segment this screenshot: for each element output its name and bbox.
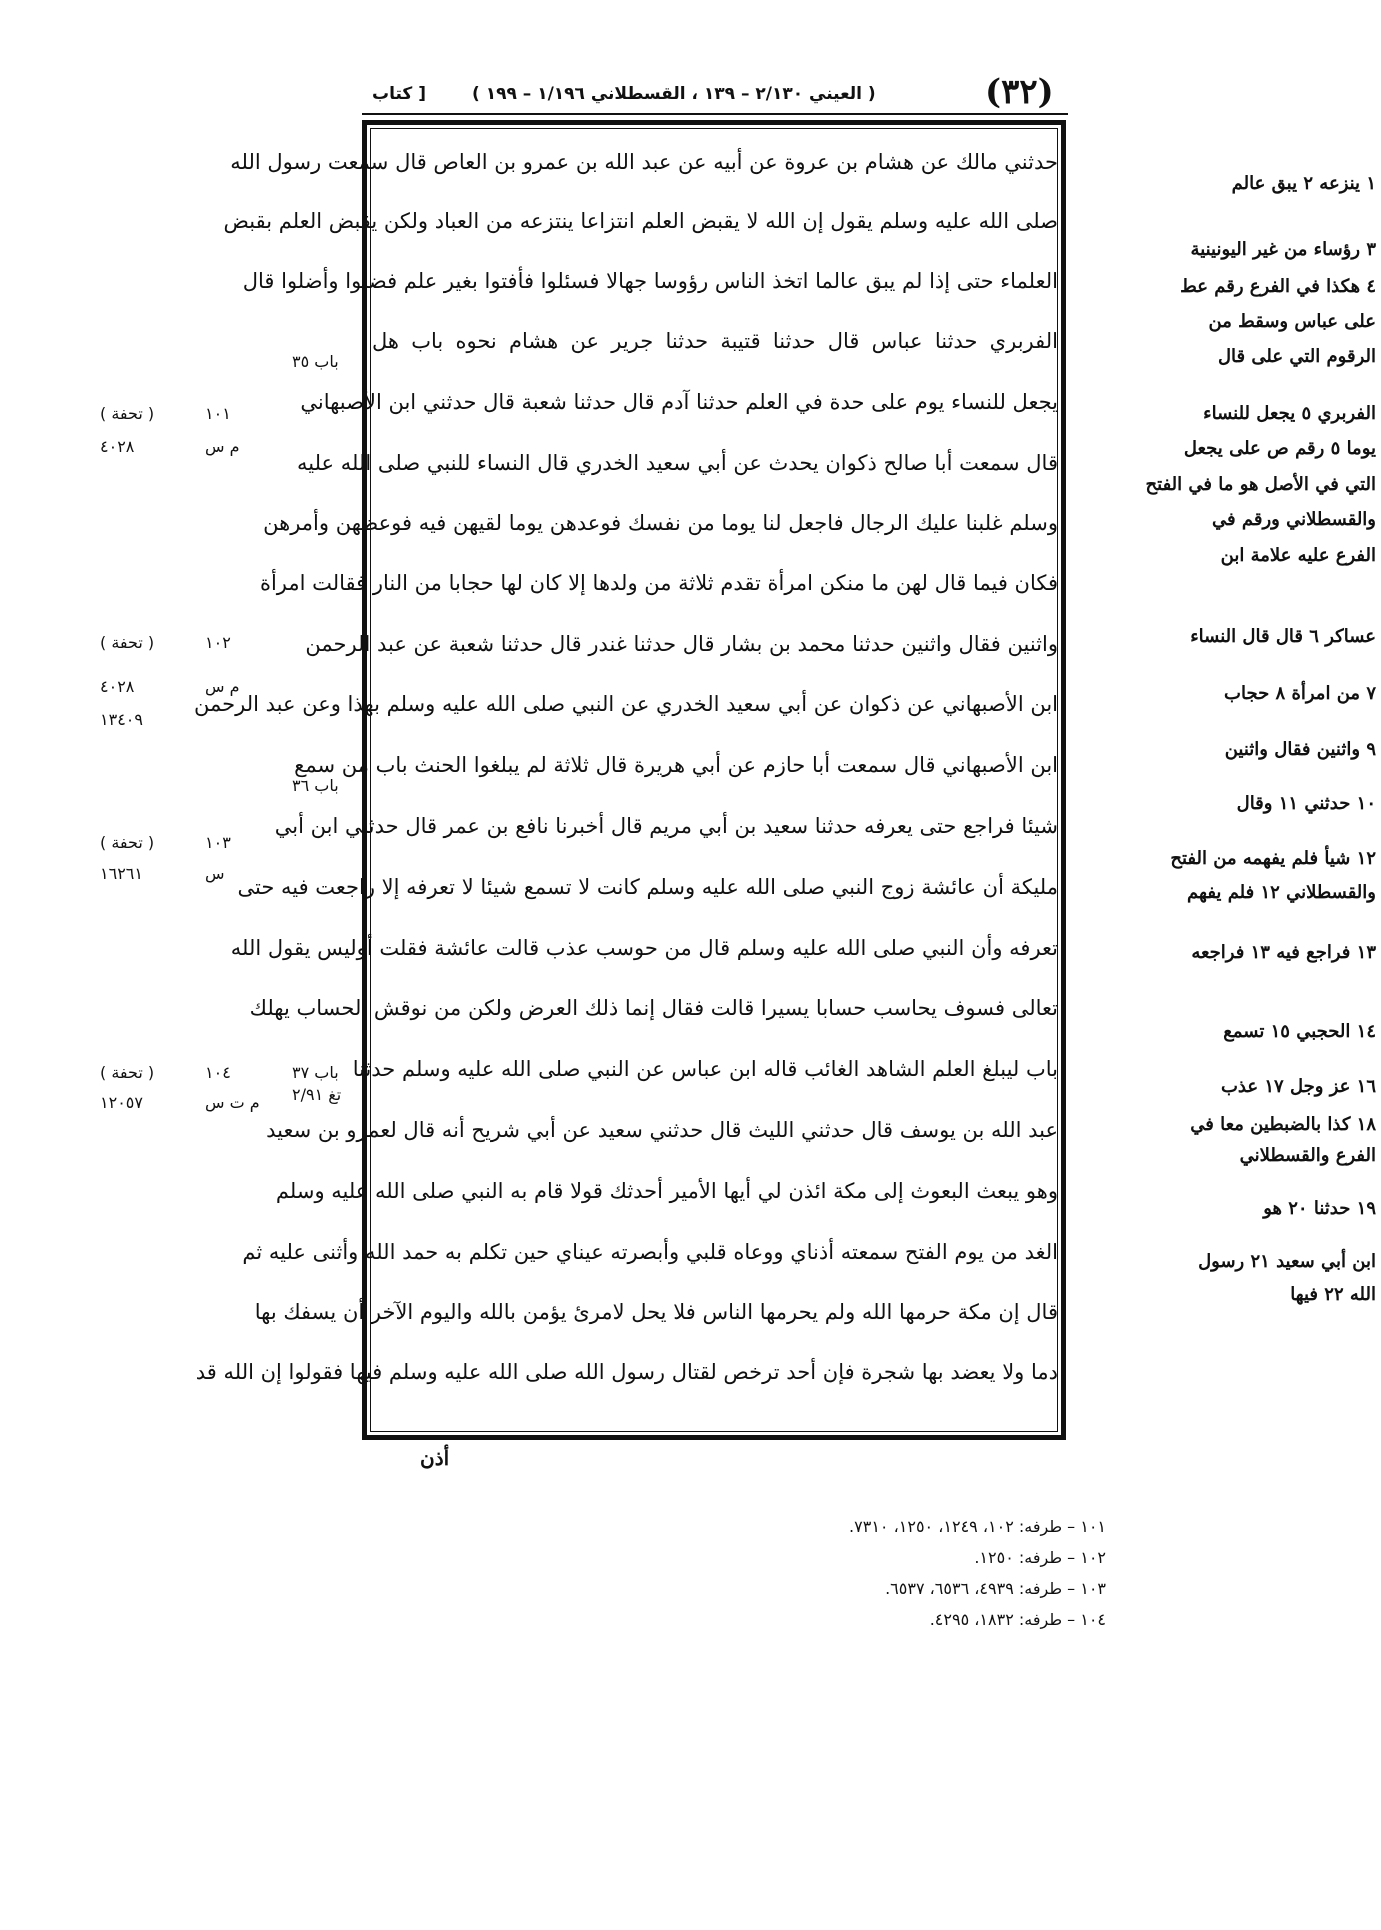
variant-note: الرقوم التي على قال <box>1217 346 1376 367</box>
main-text-line: مليكة أن عائشة زوج النبي صلى الله عليه وسلم كانت لا تسمع شيئا لا تعرفه إلا راجعت فيه حتى <box>237 875 1058 899</box>
variant-note: ١٢ شيأ فلم يفهمه من الفتح <box>1170 848 1376 869</box>
page-number: (٣٢) <box>985 72 1054 112</box>
main-text-line: قال إن مكة حرمها الله ولم يحرمها الناس فلا يحل لامرئ يؤمن بالله واليوم الآخر أن يسفك بها <box>254 1300 1058 1324</box>
main-text-line: الفربري حدثنا عباس قال حدثنا قتيبة حدثنا جرير عن هشام نحوه باب هل <box>372 329 1058 353</box>
variant-note: الله ٢٢ فيها <box>1290 1284 1376 1305</box>
variant-note: ٧ من امرأة ٨ حجاب <box>1224 683 1376 704</box>
tuhfa-label: ( تحفة ) <box>100 1063 155 1082</box>
tuhfa-code: ١٦٢٦١ <box>100 864 143 883</box>
hadith-number: ١٠٤ <box>205 1063 231 1082</box>
variant-note: ١٠ حدثني ١١ وقال <box>1236 793 1376 814</box>
main-text-line: فكان فيما قال لهن ما منكن امرأة تقدم ثلاثة من ولدها إلا كان لها حجابا من النار فقالت امرأة <box>259 571 1058 595</box>
main-text-line: باب ليبلغ العلم الشاهد الغائب قاله ابن عباس عن النبي صلى الله عليه وسلم حدثنا <box>352 1057 1058 1081</box>
tuhfa-label: ( تحفة ) <box>100 633 155 652</box>
variant-note: ٣ رؤساء من غير اليونينية <box>1190 239 1376 260</box>
source-sigla: م ت س <box>205 1093 260 1112</box>
tuhfa-code: ٤٠٢٨ <box>100 437 135 456</box>
main-text-line: شيئا فراجع حتى يعرفه حدثنا سعيد بن أبي مريم قال أخبرنا نافع بن عمر قال حدثني ابن أبي <box>274 814 1058 838</box>
main-text-line: يجعل للنساء يوم على حدة في العلم حدثنا آدم قال حدثنا شعبة قال حدثني ابن الأصبهاني <box>300 390 1058 414</box>
variant-note: ١٦ عز وجل ١٧ عذب <box>1220 1076 1376 1097</box>
variant-note: الفرع والقسطلاني <box>1239 1145 1376 1166</box>
main-text-line: صلى الله عليه وسلم يقول إن الله لا يقبض العلم انتزاعا ينتزعه من العباد ولكن يقبض العلم بقبض <box>223 209 1058 233</box>
variant-note: ١٩ حدثنا ٢٠ هو <box>1263 1198 1376 1219</box>
chapter-label: كتاب ] <box>372 84 426 104</box>
catchword: أذن <box>420 1446 450 1470</box>
variant-note: ١٣ فراجع فيه ١٣ فراجعه <box>1191 942 1376 963</box>
hadith-number: ١٠٢ <box>205 633 231 652</box>
variant-note: ابن أبي سعيد ٢١ رسول <box>1198 1251 1376 1272</box>
main-text-line: تعالى فسوف يحاسب حسابا يسيرا قالت فقال إنما ذلك العرض ولكن من نوقش الحساب يهلك <box>249 996 1058 1020</box>
main-text-line: ابن الأصبهاني قال سمعت أبا حازم عن أبي هريرة قال ثلاثة لم يبلغوا الحنث باب من سمع <box>294 753 1058 777</box>
variant-note: عساكر ٦ قال قال النساء <box>1190 626 1376 647</box>
variant-note: الفربري ٥ يجعل للنساء <box>1203 403 1376 424</box>
tuhfa-label: ( تحفة ) <box>100 833 155 852</box>
variant-note: ١٤ الحجبي ١٥ تسمع <box>1223 1021 1376 1042</box>
main-text-line: وهو يبعث البعوث إلى مكة ائذن لي أيها الأمير أحدثك قولا قام به النبي صلى الله عليه وسلم <box>275 1179 1058 1203</box>
header-rule <box>362 113 1068 115</box>
source-sigla: م س <box>205 677 240 696</box>
variant-note: ١٨ كذا بالضبطين معا في <box>1190 1114 1376 1135</box>
source-sigla: س <box>205 864 225 883</box>
source-sigla: م س <box>205 437 240 456</box>
bab-reference: باب ٣٦ <box>292 776 339 795</box>
variant-note: والقسطلاني ١٢ فلم يفهم <box>1187 882 1376 903</box>
variant-note: على عباس وسقط من <box>1208 311 1376 332</box>
main-text-line: دما ولا يعضد بها شجرة فإن أحد ترخص لقتال رسول الله صلى الله عليه وسلم فيها فقولوا إن الله قد <box>195 1360 1058 1384</box>
hadith-number: ١٠١ <box>205 404 231 423</box>
variant-note: التي في الأصل هو ما في الفتح <box>1145 474 1376 495</box>
main-text-line: قال سمعت أبا صالح ذكوان يحدث عن أبي سعيد الخدري قال النساء للنبي صلى الله عليه <box>296 451 1058 475</box>
footnote: ١٠٢ – طرفه: ١٢٥٠. <box>974 1548 1106 1567</box>
hadith-number: ١٠٣ <box>205 833 231 852</box>
variant-note: الفرع عليه علامة ابن <box>1220 545 1376 566</box>
tuhfa-code: ١٢٠٥٧ <box>100 1093 143 1112</box>
bab-reference: باب ٣٧ <box>292 1063 339 1082</box>
variant-note: يوما ٥ رقم ص على يجعل <box>1183 438 1376 459</box>
commentary-references: ( العيني ٢/١٣٠ – ١٣٩ ، القسطلاني ١/١٩٦ – ١٩٩ ) <box>472 84 876 104</box>
main-text-line: تعرفه وأن النبي صلى الله عليه وسلم قال من حوسب عذب قالت عائشة فقلت أوليس يقول الله <box>230 936 1058 960</box>
main-text-line: عبد الله بن يوسف قال حدثني الليث قال حدثني سعيد عن أبي شريح أنه قال لعمرو بن سعيد <box>266 1118 1058 1142</box>
footnote: ١٠٤ – طرفه: ١٨٣٢، ٤٢٩٥. <box>929 1610 1106 1629</box>
main-text-line: واثنين فقال واثنين حدثنا محمد بن بشار قال حدثنا غندر قال حدثنا شعبة عن عبد الرحمن <box>305 632 1058 656</box>
variant-note: ١ ينزعه ٢ يبق عالم <box>1231 173 1376 194</box>
main-text-line: وسلم غلبنا عليك الرجال فاجعل لنا يوما من نفسك فوعدهن يوما لقيهن فيه فوعظهن وأمرهن <box>263 511 1058 535</box>
main-text-line: ابن الأصبهاني عن ذكوان عن أبي سعيد الخدري عن النبي صلى الله عليه وسلم بهذا وعن عبد الرحمن <box>194 692 1058 716</box>
main-text-line: الغد من يوم الفتح سمعته أذناي ووعاه قلبي وأبصرته عيناي حين تكلم به حمد الله وأثنى عليه ثم <box>242 1240 1058 1264</box>
main-text-line: العلماء حتى إذا لم يبق عالما اتخذ الناس رؤوسا جهالا فسئلوا فأفتوا بغير علم فضلوا وأضلوا قال <box>242 269 1058 293</box>
bab-reference: تغ ٢/٩١ <box>292 1085 342 1104</box>
variant-note: ٩ واثنين فقال واثنين <box>1224 739 1376 760</box>
main-text-line: حدثني مالك عن هشام بن عروة عن أبيه عن عبد الله بن عمرو بن العاص قال سمعت رسول الله <box>230 150 1058 174</box>
variant-note: والقسطلاني ورقم في <box>1212 509 1376 530</box>
footnote: ١٠١ – طرفه: ١٠٢، ١٢٤٩، ١٢٥٠، ٧٣١٠. <box>849 1517 1106 1536</box>
tuhfa-code: ١٣٤٠٩ <box>100 710 143 729</box>
bab-reference: باب ٣٥ <box>292 352 339 371</box>
tuhfa-code: ٤٠٢٨ <box>100 677 135 696</box>
tuhfa-label: ( تحفة ) <box>100 404 155 423</box>
variant-note: ٤ هكذا في الفرع رقم عط <box>1180 276 1376 297</box>
footnote: ١٠٣ – طرفه: ٤٩٣٩، ٦٥٣٦، ٦٥٣٧. <box>885 1579 1106 1598</box>
